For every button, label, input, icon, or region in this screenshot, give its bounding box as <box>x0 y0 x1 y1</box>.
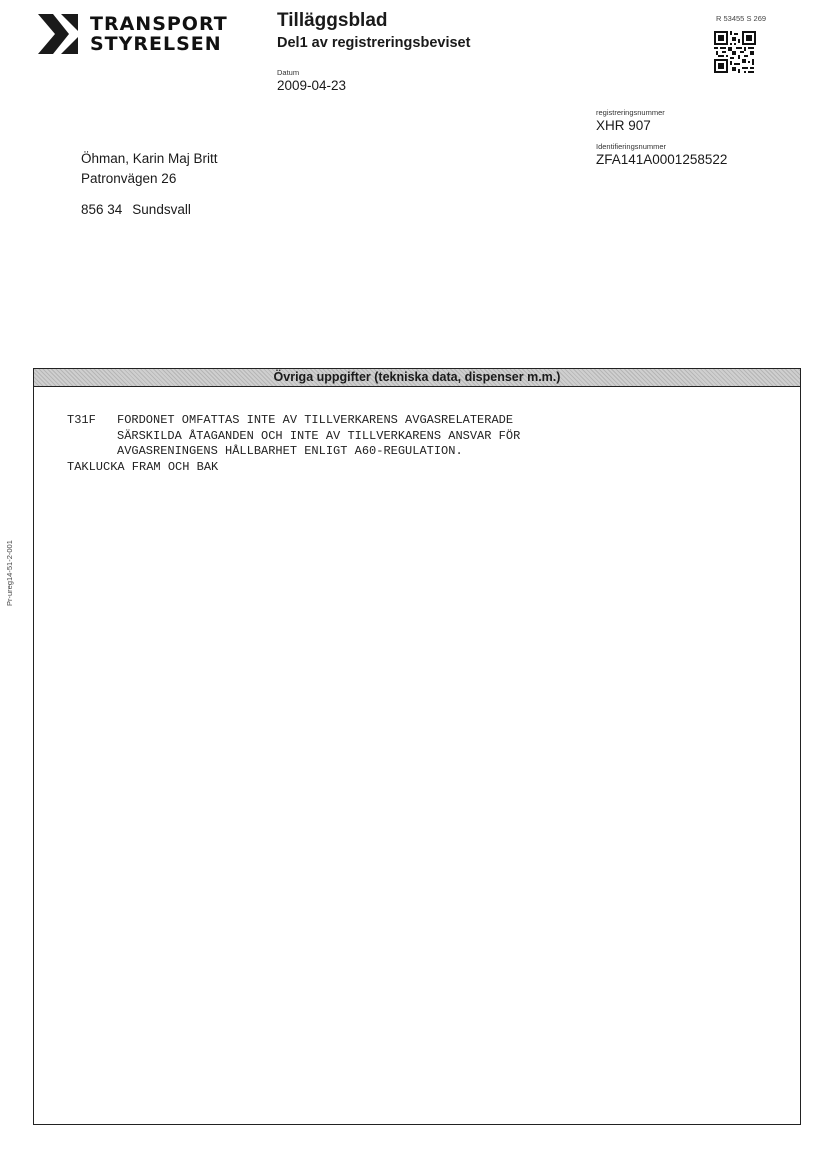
document-subtitle: Del1 av registreringsbeviset <box>277 35 471 51</box>
logo-line-2: STYRELSEN <box>90 33 222 55</box>
identification-number-value: ZFA141A0001258522 <box>596 152 728 167</box>
other-details-body <box>34 387 800 475</box>
detail-code: T31F <box>67 413 96 427</box>
detail-line: TAKLUCKA FRAM OCH BAK <box>67 459 219 474</box>
qr-code-icon <box>714 31 756 73</box>
document-title: Tilläggsblad <box>277 10 388 31</box>
recipient-postcode: 856 34 <box>81 202 123 217</box>
date-value: 2009-04-23 <box>277 78 347 93</box>
logo-line-1: TRANSPORT <box>90 13 228 35</box>
logo-text <box>90 14 228 54</box>
identification-number-label: Identifieringsnummer <box>596 142 667 151</box>
detail-line <box>67 413 800 429</box>
transportstyrelsen-logo <box>38 12 228 56</box>
recipient-postal-city <box>81 202 201 217</box>
recipient-name: Öhman, Karin Maj Britt <box>81 151 218 166</box>
recipient-street: Patronvägen 26 <box>81 171 177 186</box>
other-details-heading: Övriga uppgifter (tekniska data, dispenser m.m.) <box>34 369 800 387</box>
registration-number-value: XHR 907 <box>596 118 651 133</box>
detail-text: FORDONET OMFATTAS INTE AV TILLVERKARENS AVGASRELATERADE <box>117 413 514 427</box>
registration-number-label: registreringsnummer <box>596 108 665 117</box>
recipient-city: Sundsvall <box>132 202 191 217</box>
form-code: Pr-ureg14-51-2-001 <box>5 540 14 606</box>
other-details-box <box>33 368 801 1125</box>
logo-mark-icon <box>38 14 78 54</box>
detail-line: SÄRSKILDA ÅTAGANDEN OCH INTE AV TILLVERKARENS ANSVAR FÖR <box>117 428 521 443</box>
date-label: Datum <box>277 68 300 77</box>
reference-number: R 53455 S 269 <box>716 14 767 23</box>
detail-line: AVGASRENINGENS HÅLLBARHET ENLIGT A60-REGULATION. <box>117 444 463 458</box>
